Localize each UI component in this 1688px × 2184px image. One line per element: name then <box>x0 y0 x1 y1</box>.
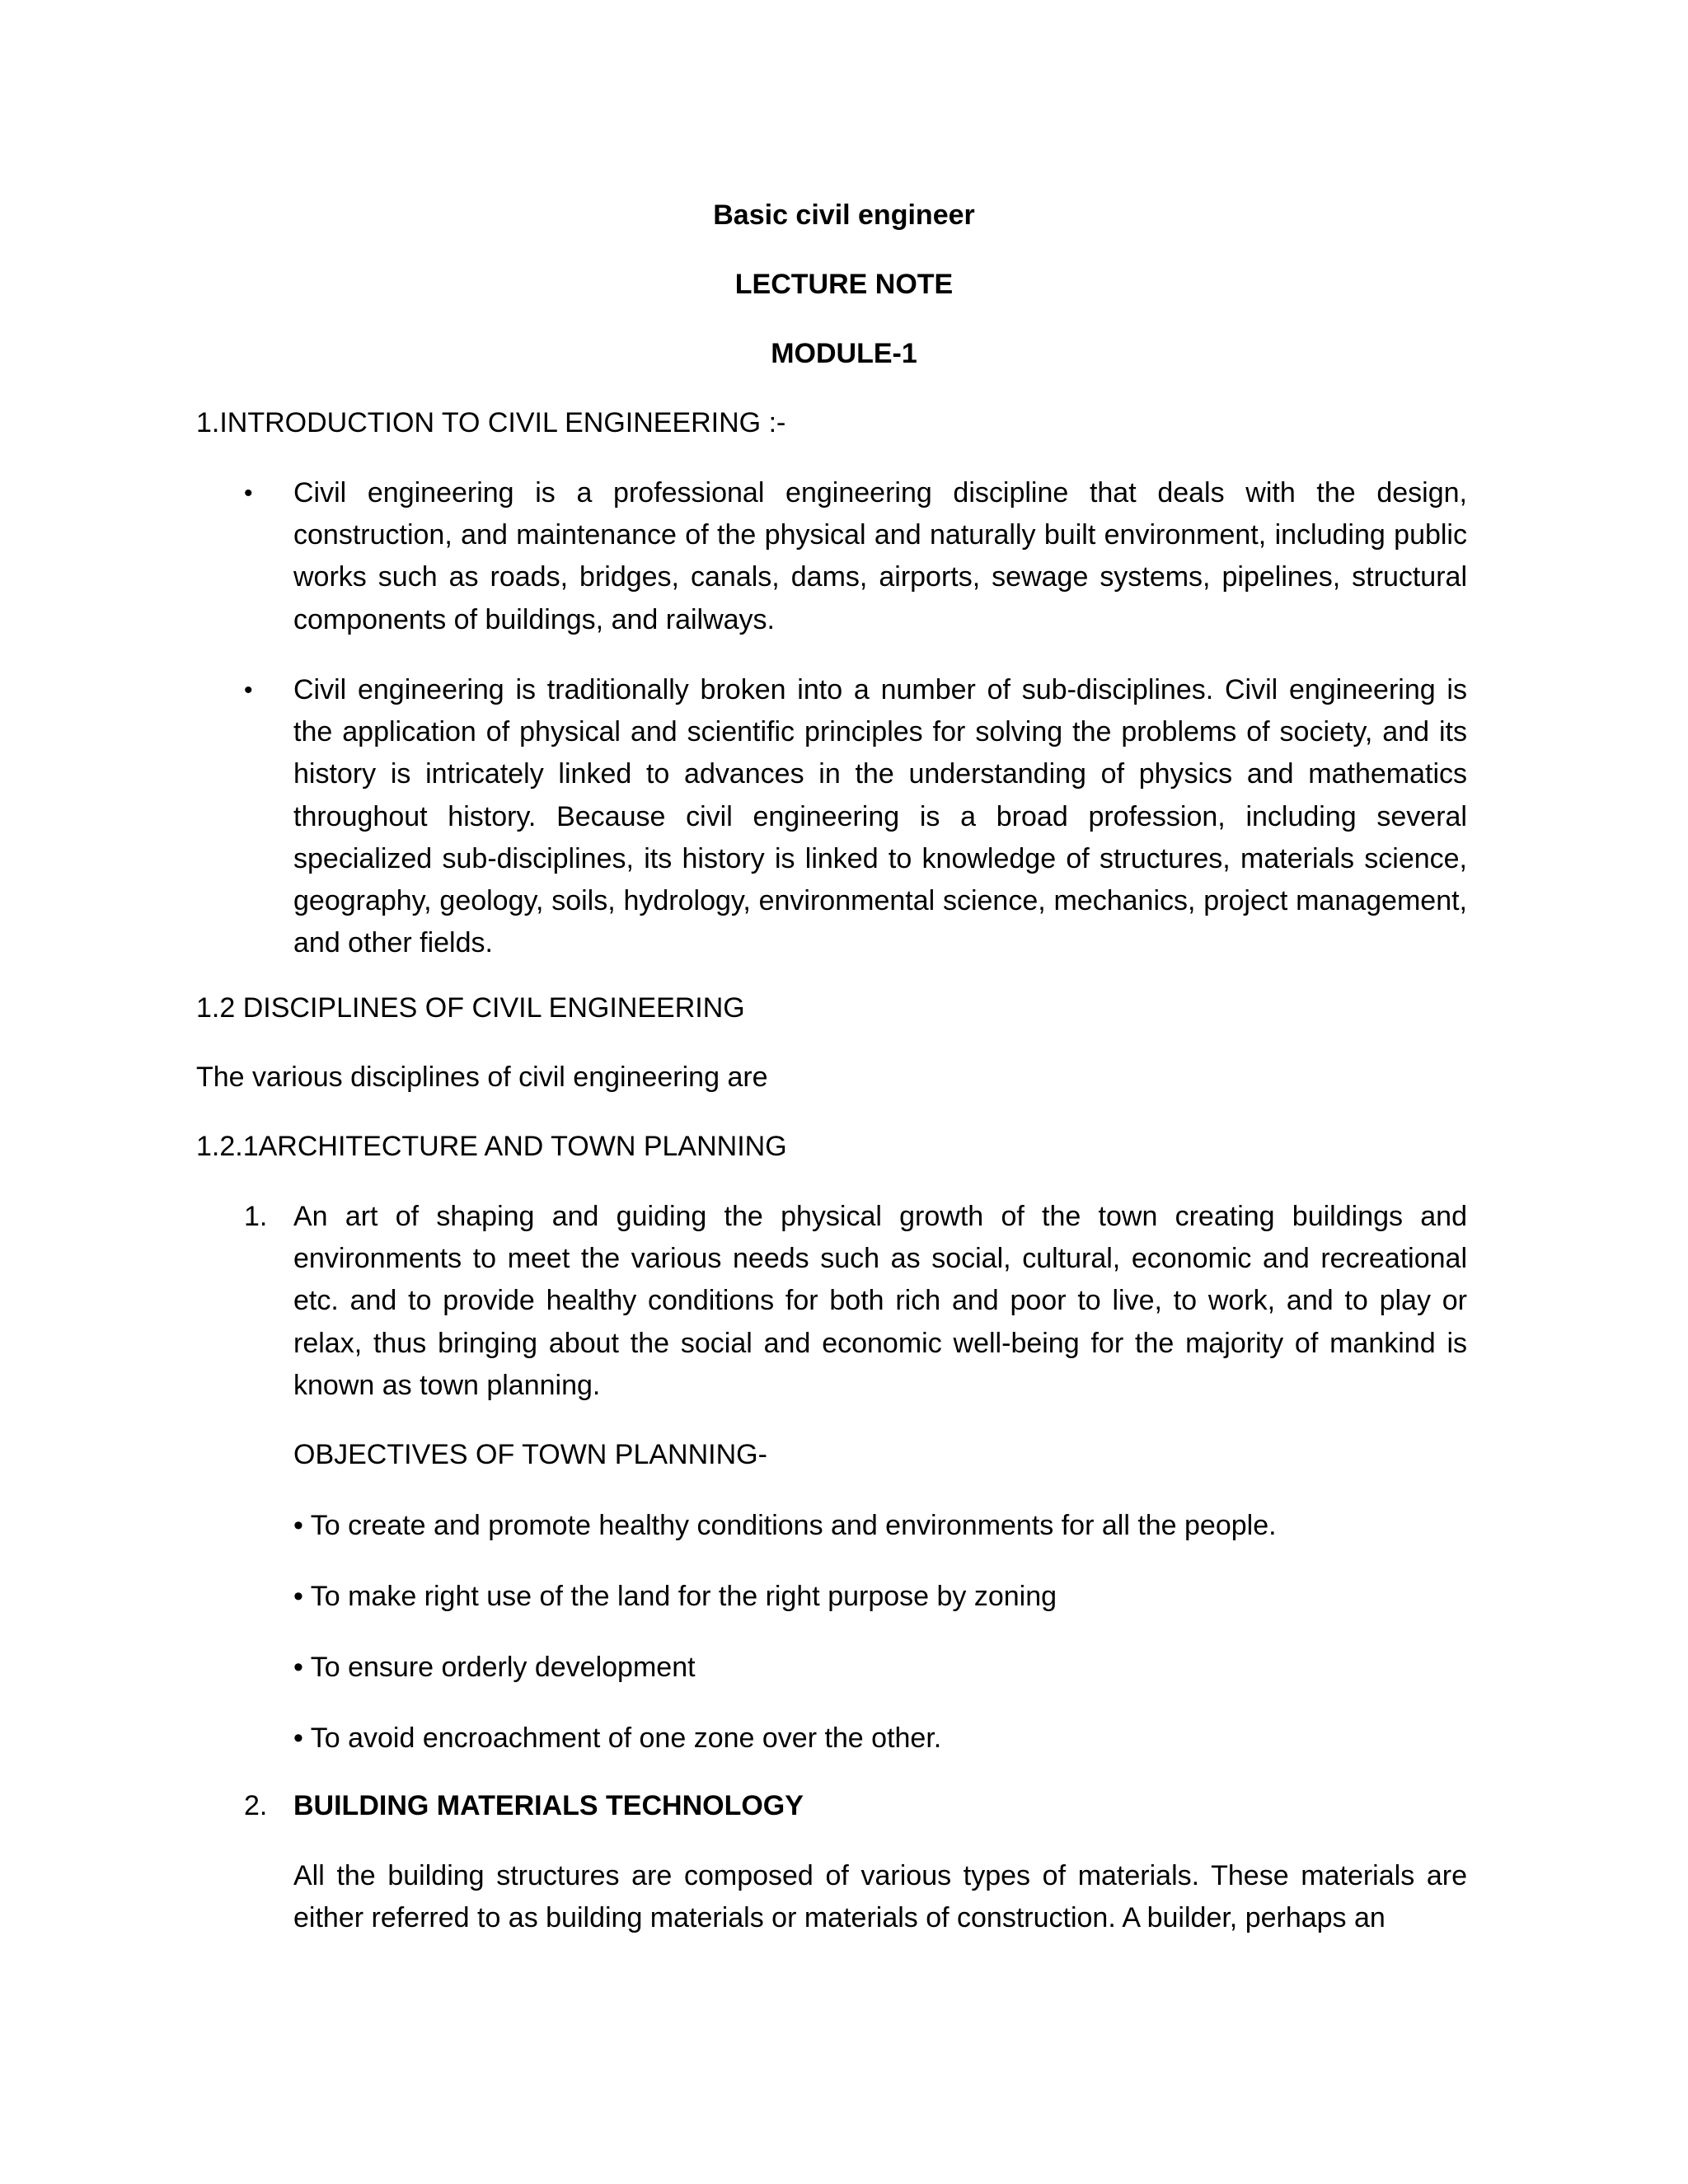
bullet-marker: • <box>244 480 253 507</box>
building-materials-text: All the building structures are composed of various types of materials. These materials are either referred to as building materials or materials of construction. A builder, perhaps an <box>293 1860 1467 1934</box>
section-heading-disciplines: 1.2 DISCIPLINES OF CIVIL ENGINEERING <box>196 992 745 1024</box>
list-number: 1. <box>244 1201 268 1232</box>
objective-item: • To make right use of the land for the right purpose by zoning <box>293 1581 1057 1612</box>
section-heading-introduction: 1.INTRODUCTION TO CIVIL ENGINEERING :- <box>196 407 786 438</box>
disciplines-intro: The various disciplines of civil engineering are <box>196 1062 768 1093</box>
objective-item: • To ensure orderly development <box>293 1652 696 1683</box>
intro-bullet-1: Civil engineering is a professional engineering discipline that deals with the design, construction, and maintenance of the physical and naturally built environment, including public works such as roads, bridges, canals, dams, airports, sewage systems, pipelines, structural components of buildings, and railways. <box>293 477 1467 635</box>
list-number: 2. <box>244 1790 268 1821</box>
building-materials-heading: BUILDING MATERIALS TECHNOLOGY <box>293 1790 804 1821</box>
document-title: Basic civil engineer <box>713 199 975 231</box>
objectives-heading: OBJECTIVES OF TOWN PLANNING- <box>293 1439 767 1470</box>
objective-item: • To avoid encroachment of one zone over the other. <box>293 1722 942 1754</box>
objective-item: • To create and promote healthy conditions and environments for all the people. <box>293 1510 1277 1541</box>
bullet-marker: • <box>244 677 253 704</box>
module-label: MODULE-1 <box>771 338 917 369</box>
subsection-heading-architecture: 1.2.1ARCHITECTURE AND TOWN PLANNING <box>196 1131 787 1162</box>
document-subtitle: LECTURE NOTE <box>734 269 954 300</box>
intro-bullet-2: Civil engineering is traditionally broken into a number of sub-disciplines. Civil engineering is the application of physical and scientific principles for solving the problems of society, and its history is intricately linked to advances in the understanding of physics and mathematics throughout history. Because civil engineering is a broad profession, including several specialized sub-disciplines, its history is linked to knowledge of structures, materials science, geography, geology, soils, hydrology, environmental science, mechanics, project management, and other fields. <box>293 674 1467 959</box>
town-planning-definition: An art of shaping and guiding the physical growth of the town creating buildings and environments to meet the various needs such as social, cultural, economic and recreational etc. and to provide healthy conditions for both rich and poor to live, to work, and to play or relax, thus bringing about the social and economic well-being for the majority of mankind is known as town planning. <box>293 1201 1467 1401</box>
